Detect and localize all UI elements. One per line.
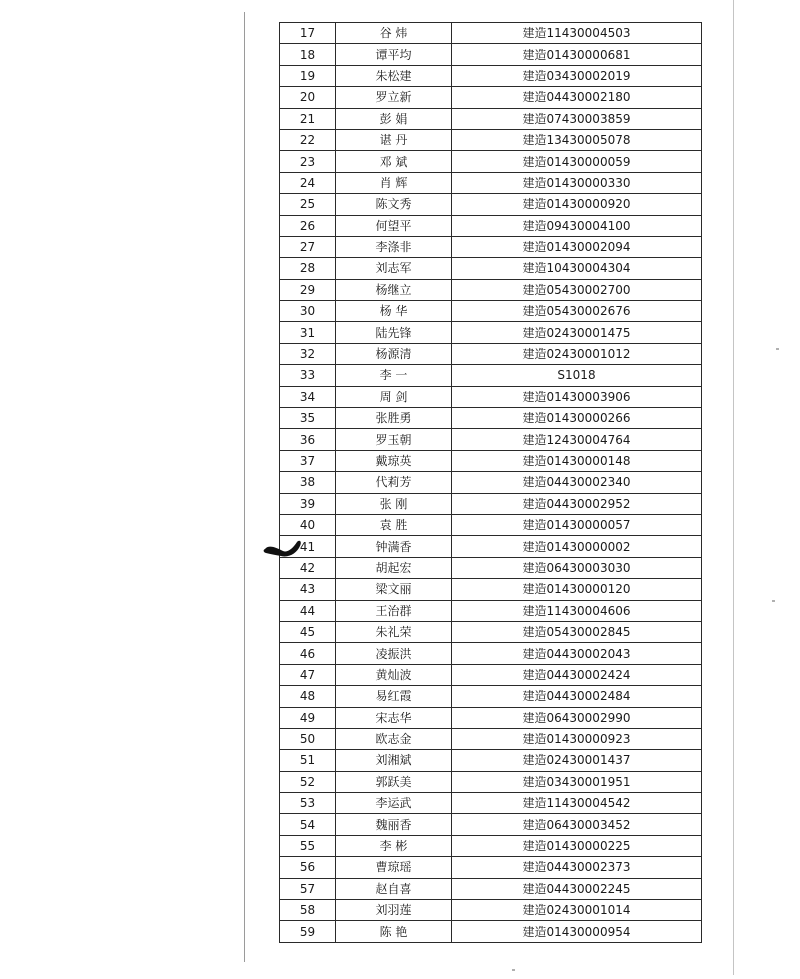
- row-number-cell: 51: [280, 750, 336, 771]
- person-name-cell: 杨源清: [336, 343, 452, 364]
- row-number-cell: 41: [280, 536, 336, 557]
- table-row: [280, 621, 702, 642]
- certificate-number-cell: 建造02430001475: [452, 322, 702, 343]
- row-number-cell: 27: [280, 236, 336, 257]
- certificate-number-cell: 建造09430004100: [452, 215, 702, 236]
- table-row: [280, 878, 702, 899]
- row-number-cell: 57: [280, 878, 336, 899]
- table-row: [280, 258, 702, 279]
- person-name-cell: 杨 华: [336, 301, 452, 322]
- certificate-number-cell: 建造04430002373: [452, 857, 702, 878]
- row-number-cell: 25: [280, 194, 336, 215]
- row-number-cell: 59: [280, 921, 336, 942]
- row-number-cell: 52: [280, 771, 336, 792]
- person-name-cell: 欧志金: [336, 728, 452, 749]
- person-name-cell: 王治群: [336, 600, 452, 621]
- certificate-number-cell: 建造01430003906: [452, 386, 702, 407]
- certificate-number-cell: 建造01430000266: [452, 408, 702, 429]
- person-name-cell: 魏丽香: [336, 814, 452, 835]
- certificate-number-cell: 建造04430002424: [452, 664, 702, 685]
- table-row: [280, 429, 702, 450]
- table-row: [280, 194, 702, 215]
- certificate-number-cell: 建造01430000120: [452, 579, 702, 600]
- person-name-cell: 谭平均: [336, 44, 452, 65]
- person-name-cell: 谌 丹: [336, 129, 452, 150]
- person-name-cell: 钟满香: [336, 536, 452, 557]
- table-row: [280, 536, 702, 557]
- certificate-number-cell: 建造04430002484: [452, 686, 702, 707]
- row-number-cell: 21: [280, 108, 336, 129]
- person-name-cell: 周 剑: [336, 386, 452, 407]
- table-row: [280, 600, 702, 621]
- person-name-cell: 朱松建: [336, 65, 452, 86]
- row-number-cell: 18: [280, 44, 336, 65]
- row-number-cell: 20: [280, 87, 336, 108]
- person-name-cell: 赵自喜: [336, 878, 452, 899]
- person-name-cell: 梁文丽: [336, 579, 452, 600]
- row-number-cell: 47: [280, 664, 336, 685]
- person-name-cell: 黄灿波: [336, 664, 452, 685]
- table-row: [280, 921, 702, 942]
- row-number-cell: 50: [280, 728, 336, 749]
- certificate-number-cell: 建造03430001951: [452, 771, 702, 792]
- table-row: [280, 386, 702, 407]
- table-row: [280, 450, 702, 471]
- table-row: [280, 728, 702, 749]
- person-name-cell: 易红霞: [336, 686, 452, 707]
- row-number-cell: 39: [280, 493, 336, 514]
- person-name-cell: 戴琼英: [336, 450, 452, 471]
- table-row: [280, 215, 702, 236]
- certificate-number-cell: 建造01430002094: [452, 236, 702, 257]
- row-number-cell: 37: [280, 450, 336, 471]
- row-number-cell: 43: [280, 579, 336, 600]
- certificate-number-cell: 建造01430000330: [452, 172, 702, 193]
- table-row: [280, 322, 702, 343]
- person-name-cell: 宋志华: [336, 707, 452, 728]
- table-row: [280, 514, 702, 535]
- certificate-number-cell: 建造01430000057: [452, 514, 702, 535]
- row-number-cell: 48: [280, 686, 336, 707]
- row-number-cell: 49: [280, 707, 336, 728]
- row-number-cell: 38: [280, 472, 336, 493]
- scan-margin-line-right: [733, 0, 734, 975]
- certificate-number-cell: 建造06430003452: [452, 814, 702, 835]
- table-row: [280, 557, 702, 578]
- certificate-number-cell: S1018: [452, 365, 702, 386]
- certificate-number-cell: 建造06430002990: [452, 707, 702, 728]
- row-number-cell: 17: [280, 23, 336, 44]
- table-row: [280, 686, 702, 707]
- row-number-cell: 45: [280, 621, 336, 642]
- scan-speck: [772, 600, 775, 602]
- table-row: [280, 172, 702, 193]
- certificate-number-cell: 建造05430002676: [452, 301, 702, 322]
- person-name-cell: 邓 斌: [336, 151, 452, 172]
- table-row: [280, 472, 702, 493]
- row-number-cell: 44: [280, 600, 336, 621]
- certificate-number-cell: 建造05430002700: [452, 279, 702, 300]
- table-row: [280, 44, 702, 65]
- certificate-number-cell: 建造01430000148: [452, 450, 702, 471]
- certificate-number-cell: 建造01430000681: [452, 44, 702, 65]
- certificate-number-cell: 建造04430002180: [452, 87, 702, 108]
- row-number-cell: 46: [280, 643, 336, 664]
- person-name-cell: 张胜勇: [336, 408, 452, 429]
- person-name-cell: 朱礼荣: [336, 621, 452, 642]
- certificate-number-cell: 建造07430003859: [452, 108, 702, 129]
- certificate-number-cell: 建造01430000920: [452, 194, 702, 215]
- table-row: [280, 771, 702, 792]
- certificate-number-cell: 建造04430002340: [452, 472, 702, 493]
- registry-table-body: [280, 23, 702, 943]
- table-row: [280, 900, 702, 921]
- row-number-cell: 40: [280, 514, 336, 535]
- table-row: [280, 408, 702, 429]
- person-name-cell: 张 刚: [336, 493, 452, 514]
- table-row: [280, 151, 702, 172]
- table-row: [280, 343, 702, 364]
- row-number-cell: 36: [280, 429, 336, 450]
- person-name-cell: 谷 炜: [336, 23, 452, 44]
- certificate-number-cell: 建造01430000002: [452, 536, 702, 557]
- person-name-cell: 彭 娟: [336, 108, 452, 129]
- row-number-cell: 26: [280, 215, 336, 236]
- person-name-cell: 刘羽莲: [336, 900, 452, 921]
- table-row: [280, 643, 702, 664]
- person-name-cell: 何望平: [336, 215, 452, 236]
- table-row: [280, 750, 702, 771]
- certificate-number-cell: 建造02430001012: [452, 343, 702, 364]
- scan-speck: [512, 969, 515, 971]
- table-row: [280, 793, 702, 814]
- person-name-cell: 肖 辉: [336, 172, 452, 193]
- row-number-cell: 32: [280, 343, 336, 364]
- certificate-number-cell: 建造10430004304: [452, 258, 702, 279]
- row-number-cell: 24: [280, 172, 336, 193]
- certificate-number-cell: 建造11430004606: [452, 600, 702, 621]
- person-name-cell: 袁 胜: [336, 514, 452, 535]
- person-name-cell: 代莉芳: [336, 472, 452, 493]
- row-number-cell: 53: [280, 793, 336, 814]
- table-row: [280, 579, 702, 600]
- person-name-cell: 李 彬: [336, 835, 452, 856]
- certificate-number-cell: 建造04430002043: [452, 643, 702, 664]
- person-name-cell: 陆先锋: [336, 322, 452, 343]
- certificate-number-cell: 建造01430000225: [452, 835, 702, 856]
- table-row: [280, 301, 702, 322]
- row-number-cell: 28: [280, 258, 336, 279]
- person-name-cell: 陈文秀: [336, 194, 452, 215]
- row-number-cell: 30: [280, 301, 336, 322]
- table-row: [280, 65, 702, 86]
- registry-table: [279, 22, 702, 943]
- certificate-number-cell: 建造01430000954: [452, 921, 702, 942]
- row-number-cell: 34: [280, 386, 336, 407]
- table-row: [280, 835, 702, 856]
- certificate-number-cell: 建造01430000923: [452, 728, 702, 749]
- row-number-cell: 31: [280, 322, 336, 343]
- row-number-cell: 22: [280, 129, 336, 150]
- table-row: [280, 365, 702, 386]
- row-number-cell: 19: [280, 65, 336, 86]
- row-number-cell: 23: [280, 151, 336, 172]
- certificate-number-cell: 建造04430002245: [452, 878, 702, 899]
- table-row: [280, 236, 702, 257]
- certificate-number-cell: 建造05430002845: [452, 621, 702, 642]
- person-name-cell: 李运武: [336, 793, 452, 814]
- table-row: [280, 23, 702, 44]
- table-row: [280, 279, 702, 300]
- table-row: [280, 664, 702, 685]
- certificate-number-cell: 建造01430000059: [452, 151, 702, 172]
- table-row: [280, 707, 702, 728]
- certificate-number-cell: 建造12430004764: [452, 429, 702, 450]
- person-name-cell: 陈 艳: [336, 921, 452, 942]
- table-row: [280, 108, 702, 129]
- person-name-cell: 罗立新: [336, 87, 452, 108]
- row-number-cell: 42: [280, 557, 336, 578]
- certificate-number-cell: 建造11430004542: [452, 793, 702, 814]
- scan-margin-line-left: [244, 12, 245, 962]
- table-row: [280, 493, 702, 514]
- person-name-cell: 曹琼瑶: [336, 857, 452, 878]
- person-name-cell: 李 一: [336, 365, 452, 386]
- person-name-cell: 郭跃美: [336, 771, 452, 792]
- table-row: [280, 857, 702, 878]
- certificate-number-cell: 建造04430002952: [452, 493, 702, 514]
- person-name-cell: 凌振洪: [336, 643, 452, 664]
- row-number-cell: 29: [280, 279, 336, 300]
- table-row: [280, 87, 702, 108]
- certificate-number-cell: 建造03430002019: [452, 65, 702, 86]
- certificate-number-cell: 建造02430001437: [452, 750, 702, 771]
- person-name-cell: 胡起宏: [336, 557, 452, 578]
- certificate-number-cell: 建造11430004503: [452, 23, 702, 44]
- row-number-cell: 58: [280, 900, 336, 921]
- certificate-number-cell: 建造02430001014: [452, 900, 702, 921]
- ink-smudge-mark: [263, 536, 303, 560]
- person-name-cell: 罗玉朝: [336, 429, 452, 450]
- row-number-cell: 35: [280, 408, 336, 429]
- row-number-cell: 33: [280, 365, 336, 386]
- row-number-cell: 55: [280, 835, 336, 856]
- person-name-cell: 刘志军: [336, 258, 452, 279]
- person-name-cell: 杨继立: [336, 279, 452, 300]
- table-row: [280, 814, 702, 835]
- row-number-cell: 54: [280, 814, 336, 835]
- scan-speck: [776, 348, 779, 350]
- table-row: [280, 129, 702, 150]
- person-name-cell: 李涤非: [336, 236, 452, 257]
- certificate-number-cell: 建造06430003030: [452, 557, 702, 578]
- certificate-number-cell: 建造13430005078: [452, 129, 702, 150]
- row-number-cell: 56: [280, 857, 336, 878]
- person-name-cell: 刘湘斌: [336, 750, 452, 771]
